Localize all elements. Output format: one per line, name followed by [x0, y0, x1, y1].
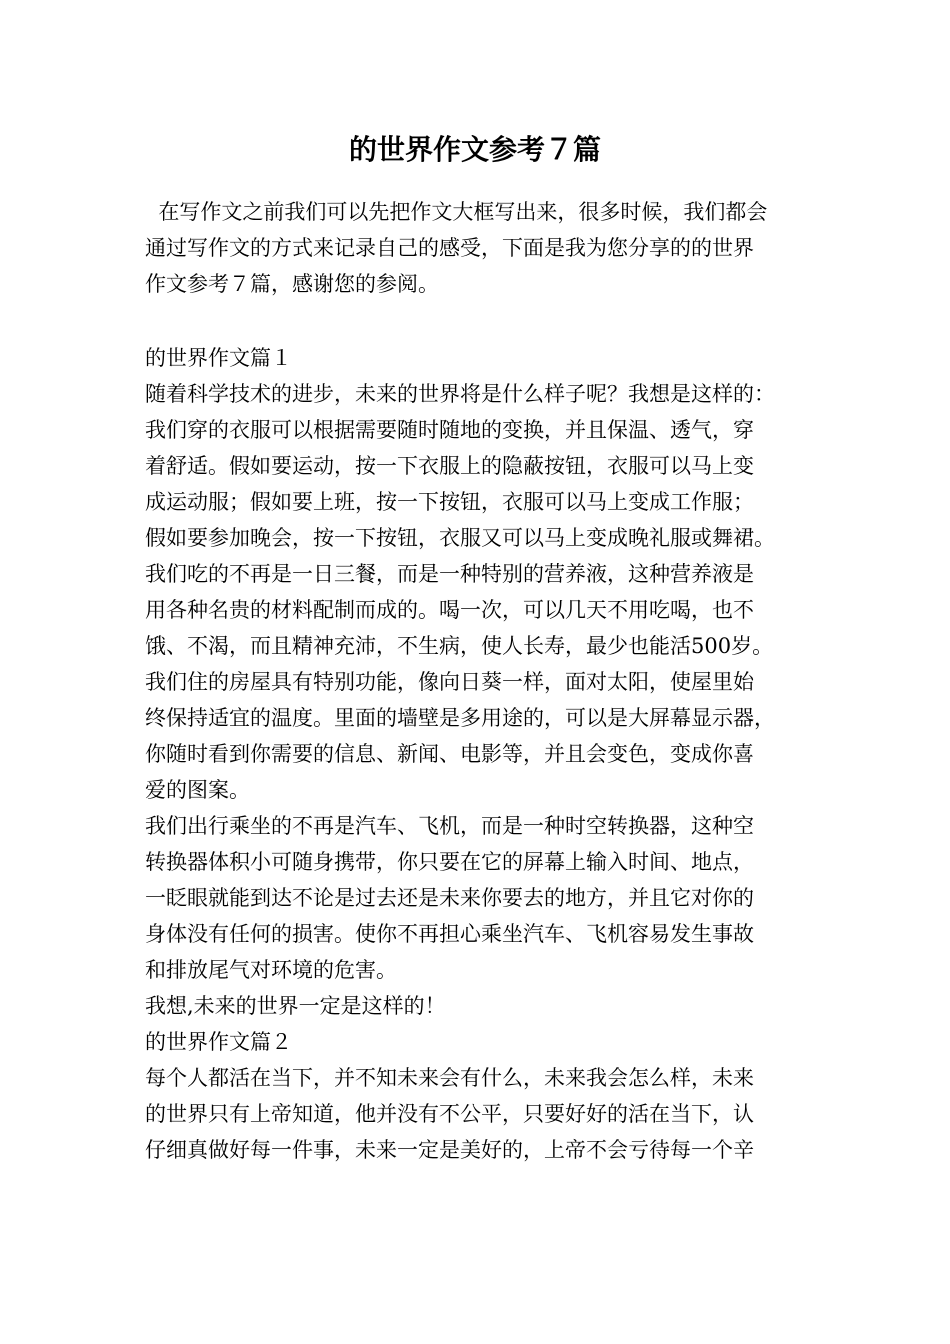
text-line: 随着科学技术的进步，未来的世界将是什么样子呢？我想是这样的：: [145, 382, 775, 406]
article-body: [145, 340, 835, 1168]
text-line: 一眨眼就能到达不论是过去还是未来你要去的地方，并且它对你的: [145, 886, 754, 910]
text-line: 我们吃的不再是一日三餐，而是一种特别的营养液，这种营养液是: [145, 562, 754, 586]
text-line: 转换器体积小可随身携带，你只要在它的屏幕上输入时间、地点，: [145, 850, 754, 874]
text-line: 作文参考７篇，感谢您的参阅。: [145, 272, 439, 296]
text-line: 我们住的房屋具有特别功能，像向日葵一样，面对太阳，使屋里始: [145, 670, 754, 694]
text-line: 你随时看到你需要的信息、新闻、电影等，并且会变色，变成你喜: [145, 742, 754, 766]
text-line: 在写作文之前我们可以先把作文大框写出来，很多时候，我们都会: [145, 200, 768, 224]
text-line: 和排放尾气对环境的危害。: [145, 958, 397, 982]
text-line: 终保持适宜的温度。里面的墙壁是多用途的，可以是大屏幕显示器，: [145, 706, 775, 730]
document-title: 的世界作文参考７篇: [348, 133, 601, 166]
text-line: 我想,未来的世界一定是这样的！: [145, 994, 446, 1018]
intro-paragraph: [145, 194, 835, 302]
text-line: 饿、不渴，而且精神充沛，不生病，使人长寿，最少也能活500岁。: [145, 634, 774, 658]
text-line: 通过写作文的方式来记录自己的感受，下面是我为您分享的的世界: [145, 236, 754, 260]
section-heading: 的世界作文篇１: [145, 346, 292, 370]
text-line: 爱的图案。: [145, 778, 250, 802]
text-line: 我们出行乘坐的不再是汽车、飞机，而是一种时空转换器，这种空: [145, 814, 754, 838]
text-line: 成运动服；假如要上班，按一下按钮，衣服可以马上变成工作服；: [145, 490, 754, 514]
text-line: 用各种名贵的材料配制而成的。喝一次，可以几天不用吃喝，也不: [145, 598, 754, 622]
text-line: 假如要参加晚会，按一下按钮，衣服又可以马上变成晚礼服或舞裙。: [145, 526, 775, 550]
text-line: 身体没有任何的损害。使你不再担心乘坐汽车、飞机容易发生事故: [145, 922, 754, 946]
section-heading: 的世界作文篇２: [145, 1030, 292, 1054]
text-line: 每个人都活在当下，并不知未来会有什么，未来我会怎么样，未来: [145, 1066, 754, 1090]
text-line: 我们穿的衣服可以根据需要随时随地的变换，并且保温、透气，穿: [145, 418, 754, 442]
text-line: 的世界只有上帝知道，他并没有不公平，只要好好的活在当下，认: [145, 1102, 754, 1126]
text-line: 着舒适。假如要运动，按一下衣服上的隐蔽按钮，衣服可以马上变: [145, 454, 754, 478]
text-line: 仔细真做好每一件事，未来一定是美好的，上帝不会亏待每一个辛: [145, 1138, 754, 1162]
